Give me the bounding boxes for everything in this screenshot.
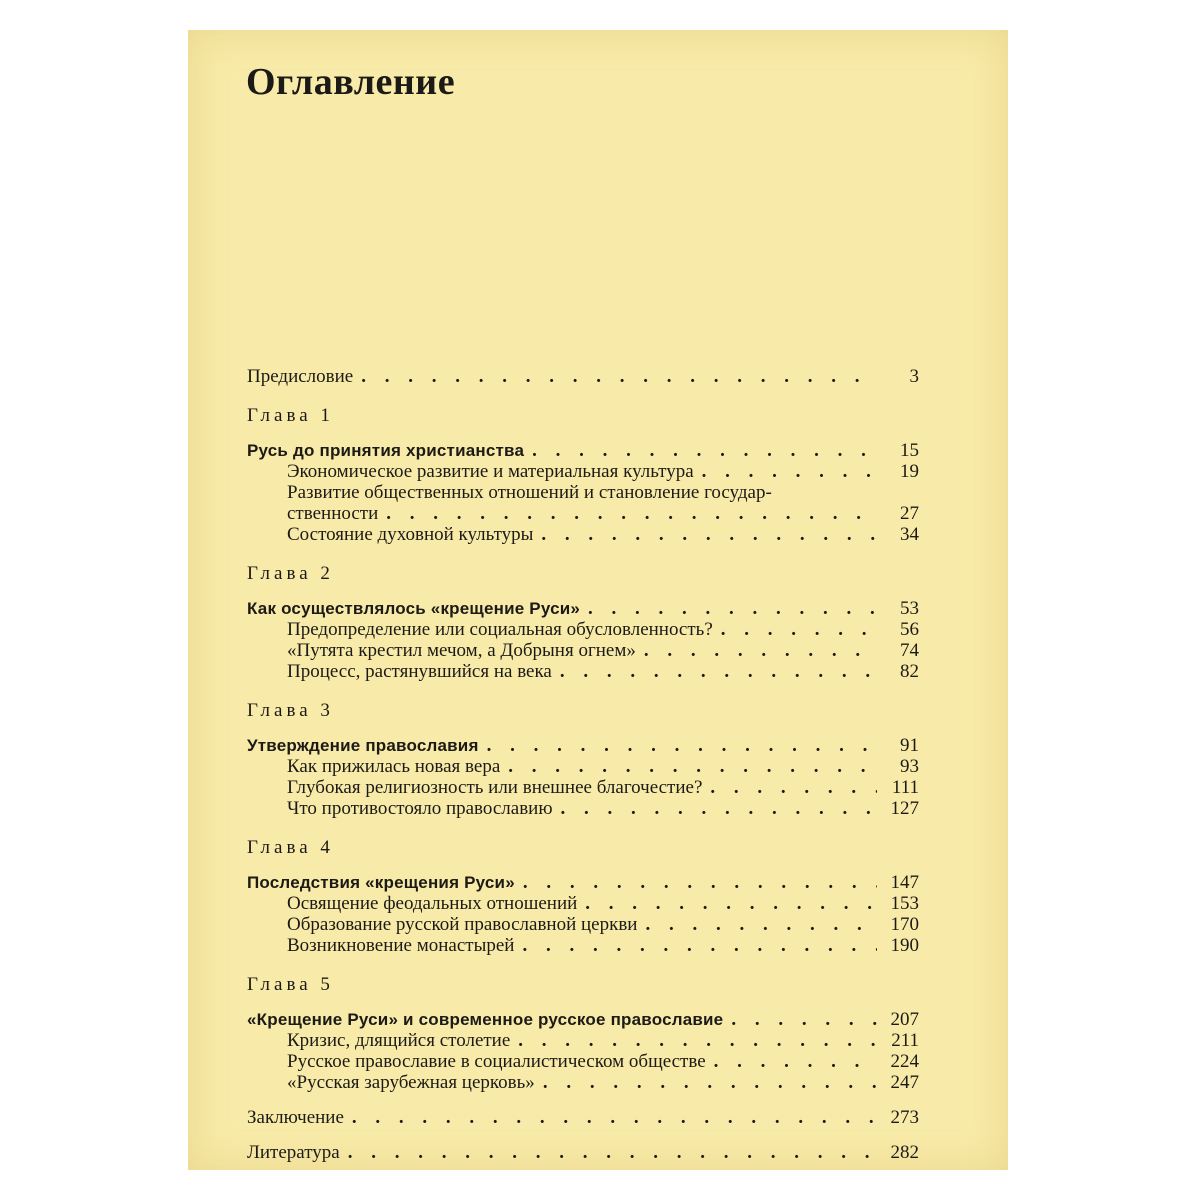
toc-entry-section (247, 619, 919, 640)
table-of-contents (247, 366, 919, 1163)
toc-entry-label: «Русская зарубежная церковь» (287, 1072, 535, 1093)
toc-entry-label: Как осуществлялось «крещение Руси» (247, 599, 581, 618)
dot-leader (518, 1030, 877, 1051)
dot-leader (702, 461, 877, 482)
toc-entry-chapter-title (247, 735, 919, 756)
dot-leader (508, 756, 877, 777)
toc-entry-section (247, 524, 919, 545)
dot-leader (352, 1107, 877, 1128)
toc-entry-section (247, 482, 919, 503)
toc-entry-label: Последствия «крещения Руси» (247, 873, 515, 892)
toc-entry-chapter-title (247, 872, 919, 893)
toc-entry-preface (247, 366, 919, 387)
toc-entry-section (247, 935, 919, 956)
toc-page-number: 111 (891, 777, 919, 798)
toc-page-number: 170 (890, 914, 919, 935)
toc-entry-section (247, 1072, 919, 1093)
dot-leader (645, 914, 877, 935)
toc-entry-conclusion (247, 1107, 919, 1128)
toc-page-number: 247 (890, 1072, 919, 1093)
toc-page-number: 127 (890, 798, 919, 819)
toc-page-number: 147 (890, 872, 919, 893)
toc-page-number: 19 (900, 461, 919, 482)
toc-entry-label: Экономическое развитие и материальная культура (287, 461, 694, 482)
toc-entry-chapter-title (247, 598, 919, 619)
toc-entry-label: Состояние духовной культуры (287, 524, 534, 545)
toc-page-number: 82 (900, 661, 919, 682)
toc-entry-label: Освящение феодальных отношений (287, 893, 578, 914)
toc-entry-section (247, 640, 919, 661)
toc-page-number: 282 (890, 1142, 919, 1163)
toc-entry-label: Как прижилась новая вера (287, 756, 501, 777)
chapter-heading: Глава 1 (247, 405, 334, 426)
toc-page-number: 211 (891, 1030, 919, 1051)
dot-leader (543, 1072, 877, 1093)
chapter-heading: Глава 4 (247, 837, 334, 858)
toc-page-number: 93 (900, 756, 919, 777)
toc-entry-label: «Путята крестил мечом, а Добрыня огнем» (287, 640, 636, 661)
dot-leader (721, 619, 877, 640)
toc-entry-label: Развитие общественных отношений и становление государ- (287, 482, 772, 503)
toc-page-number: 27 (900, 503, 919, 524)
dot-leader (710, 777, 877, 798)
toc-page-number: 190 (890, 935, 919, 956)
toc-entry-section (247, 798, 919, 819)
toc-page-number: 153 (890, 893, 919, 914)
dot-leader (588, 598, 877, 619)
toc-entry-label: Заключение (247, 1107, 344, 1128)
dot-leader (560, 661, 877, 682)
toc-entry-label: «Крещение Руси» и современное русское православие (247, 1010, 724, 1029)
dot-leader (644, 640, 877, 661)
toc-entry-label: Образование русской православной церкви (287, 914, 638, 935)
toc-page-number: 224 (890, 1051, 919, 1072)
toc-entry-chapter-title (247, 440, 919, 461)
toc-entry-label: Что противостояло православию (287, 798, 553, 819)
toc-entry-section (247, 461, 919, 482)
toc-page-number: 56 (900, 619, 919, 640)
dot-leader (561, 798, 877, 819)
toc-entry-section (247, 756, 919, 777)
toc-entry-label: Предисловие (247, 366, 354, 387)
toc-entry-label: Литература (247, 1142, 340, 1163)
toc-page-number: 74 (900, 640, 919, 661)
dot-leader (585, 893, 877, 914)
toc-entry-section (247, 914, 919, 935)
dot-leader (361, 366, 877, 387)
dot-leader (523, 872, 877, 893)
dot-leader (487, 735, 877, 756)
toc-entry-label: Утверждение православия (247, 736, 479, 755)
toc-entry-literature (247, 1142, 919, 1163)
chapter-heading: Глава 3 (247, 700, 334, 721)
toc-entry-section (247, 1051, 919, 1072)
toc-entry-label: Возникновение монастырей (287, 935, 515, 956)
toc-entry-section (247, 661, 919, 682)
book-page (188, 30, 1008, 1170)
toc-page-number: 34 (900, 524, 919, 545)
toc-entry-section (247, 1030, 919, 1051)
toc-page-number: 207 (890, 1009, 919, 1030)
toc-entry-label: Глубокая религиозность или внешнее благочестие? (287, 777, 703, 798)
dot-leader (731, 1009, 877, 1030)
chapter-heading: Глава 5 (247, 974, 334, 995)
toc-entry-label: Предопределение или социальная обусловленность? (287, 619, 713, 640)
toc-page-number: 3 (909, 366, 919, 387)
toc-entry-label: Русь до принятия христианства (247, 441, 525, 460)
dot-leader (386, 503, 877, 524)
toc-entry-label: ственности (287, 503, 379, 524)
toc-page-number: 91 (900, 735, 919, 756)
dot-leader (541, 524, 877, 545)
toc-entry-chapter-title (247, 1009, 919, 1030)
dot-leader (348, 1142, 877, 1163)
chapter-heading: Глава 2 (247, 563, 334, 584)
toc-entry-label: Кризис, длящийся столетие (287, 1030, 511, 1051)
toc-entry-label: Процесс, растянувшийся на века (287, 661, 552, 682)
toc-entry-section (247, 777, 919, 798)
toc-entry-section-continued (247, 503, 919, 524)
dot-leader (532, 440, 877, 461)
toc-page-number: 273 (890, 1107, 919, 1128)
dot-leader (714, 1051, 877, 1072)
dot-leader (522, 935, 877, 956)
toc-page-number: 53 (900, 598, 919, 619)
toc-entry-section (247, 893, 919, 914)
page-title: Оглавление (246, 61, 456, 103)
toc-entry-label: Русское православие в социалистическом обществе (287, 1051, 706, 1072)
toc-page-number: 15 (900, 440, 919, 461)
